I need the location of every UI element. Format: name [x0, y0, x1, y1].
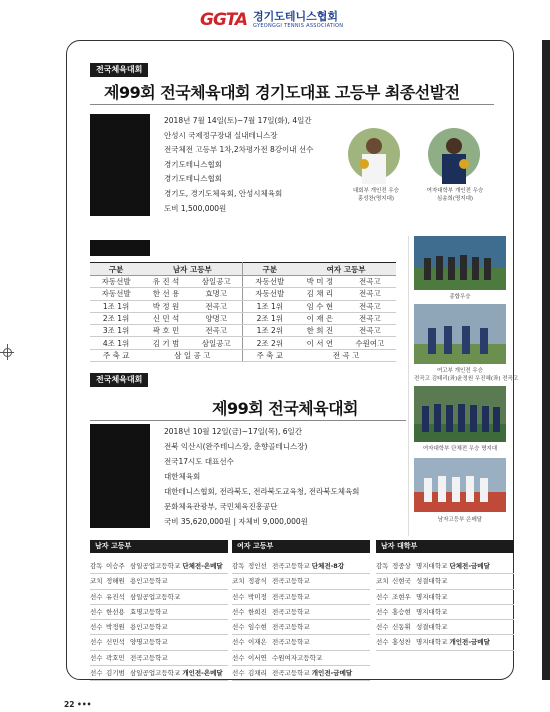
roster-name: 이재은	[248, 638, 267, 647]
result-cell: 전곡고	[344, 312, 396, 324]
selection-results-table	[90, 262, 396, 362]
roster-role: 감독	[90, 562, 103, 570]
caption-girls-individual: 여고부 개인전 우승 전곡고 김태리(좌)윤정원 우진혜(좌) 전곡고	[414, 368, 519, 382]
section-title-2: 제99회 전국체육대회	[212, 399, 358, 418]
roster-row	[90, 666, 228, 681]
result-cell: 삼 일 공 고	[142, 349, 243, 361]
roster-row	[90, 574, 228, 589]
crop-mark-circle	[3, 348, 12, 357]
result-cell: 신 민 석	[142, 312, 190, 324]
roster-role: 코치	[232, 577, 245, 586]
portrait-photo-men	[348, 124, 400, 184]
result-cell: 주 축 교	[243, 349, 296, 361]
roster-row	[232, 605, 370, 620]
result-cell: 자동선발	[243, 276, 296, 288]
info-key-column	[90, 114, 150, 216]
info2-dates: 2018년 10월 12일(금)~17일(목), 6일간	[164, 427, 302, 436]
roster-school: 전곡고등학교	[130, 653, 168, 662]
roster-role: 선수	[376, 592, 389, 601]
result-cell: 양명고	[190, 312, 243, 324]
photo-boys-silver	[414, 458, 506, 512]
portrait-caption-women: 여자대학부 개인전 우승 심송희(명지대)	[426, 188, 484, 202]
info-host: 경기도테니스협회	[164, 159, 222, 169]
roster-row	[90, 605, 228, 620]
roster-school: 명지대학교	[416, 638, 448, 647]
roster-role: 코치	[376, 577, 389, 586]
title-rule-2	[90, 420, 406, 421]
association-logo	[200, 6, 343, 34]
roster-role: 선수	[232, 638, 245, 647]
page-number: 22 •••	[64, 700, 92, 709]
result-cell: 이 서 연	[296, 337, 344, 349]
roster-school: 수원여자고등학교	[272, 653, 323, 662]
roster-name: 조현우	[392, 592, 411, 601]
result-cell: 임 수 현	[296, 300, 344, 312]
info-budget: 도비 1,500,000원	[164, 203, 227, 213]
result-row	[90, 312, 396, 324]
result-cell: 박 정 원	[142, 300, 190, 312]
result-cell: 효명고	[190, 288, 243, 300]
result-cell: 전곡고	[190, 300, 243, 312]
result-cell: 박 미 정	[296, 276, 344, 288]
roster-school: 명지대학교	[416, 607, 448, 616]
col-division: 구분	[90, 263, 142, 276]
roster-result: 개인전-은메달	[182, 669, 223, 678]
info-venue: 안성시 국제정구장내 실내테니스장	[164, 130, 278, 140]
result-cell: 수원여고	[344, 337, 396, 349]
roster-school: 삼일공업고등학교	[130, 562, 181, 570]
roster-name: 정해원	[106, 577, 125, 586]
roster-school: 명지대학교	[416, 562, 448, 570]
roster-name: 이승주	[106, 562, 125, 570]
logo-name-en: GYEONGGI TENNIS ASSOCIATION	[253, 23, 344, 29]
roster-school: 성결대학교	[416, 623, 448, 632]
roster-row	[232, 559, 370, 574]
roster-role: 선수	[90, 623, 103, 632]
result-cell: 유 진 석	[142, 276, 190, 288]
roster-name: 정광식	[248, 577, 267, 586]
roster-school: 성결대학교	[416, 577, 448, 586]
roster-role: 선수	[90, 607, 103, 616]
result-cell: 4조 1위	[90, 337, 142, 349]
result-row	[90, 300, 396, 312]
roster-result: 단체전-금메달	[449, 562, 490, 570]
result-cell: 삼일공고	[190, 276, 243, 288]
result-row	[90, 349, 396, 361]
roster-role: 선수	[376, 623, 389, 632]
roster-name: 유진석	[106, 592, 125, 601]
roster-role: 선수	[90, 592, 103, 601]
caption-boys-silver: 남자고등부 은메달	[437, 517, 483, 523]
roster-school: 전곡고등학교	[272, 638, 310, 647]
logo-name-ko: 경기도테니스협회	[253, 10, 339, 23]
result-cell: 전곡고	[190, 325, 243, 337]
result-cell: 자동선발	[90, 276, 142, 288]
roster-row	[90, 590, 228, 605]
team-head-univ: 남자 대학부	[376, 540, 514, 553]
roster-role: 선수	[90, 653, 103, 662]
photo-girls-individual	[414, 304, 506, 364]
roster-school: 전곡고등학교	[272, 607, 310, 616]
roster-name: 신동휘	[392, 623, 411, 632]
roster-role: 선수	[90, 669, 103, 678]
portrait-caption-men: 대회부 개인전 우승 홍성찬(명지대)	[352, 188, 399, 202]
team-men-univ	[376, 540, 514, 651]
result-cell: 1조 1위	[243, 300, 296, 312]
result-row	[90, 337, 396, 349]
roster-row	[376, 620, 514, 635]
roster-name: 이서연	[248, 653, 267, 662]
roster-name: 곽호민	[106, 653, 125, 662]
roster-role: 코치	[90, 577, 103, 586]
roster-role: 선수	[232, 623, 245, 632]
roster-name: 한선용	[106, 607, 125, 616]
roster-role: 선수	[232, 607, 245, 616]
roster-row	[232, 666, 370, 681]
result-cell: 자동선발	[243, 288, 296, 300]
team-girls-hs	[232, 540, 370, 681]
result-cell: 전 곡 고	[296, 349, 396, 361]
roster-role: 선수	[376, 607, 389, 616]
result-cell: 김 채 리	[296, 288, 344, 300]
result-cell: 2조 1위	[90, 312, 142, 324]
col-boys: 남자 고등부	[142, 263, 243, 276]
info2-organizer: 대한테니스협회, 전라북도, 전라북도교육청, 전라북도체육회	[164, 487, 360, 496]
info-dates: 2018년 7월 14일(토)~7월 17일(화), 4일간	[164, 116, 312, 125]
team-head-girls: 여자 고등부	[232, 540, 370, 553]
result-row	[90, 276, 396, 288]
roster-name: 정중상	[392, 562, 411, 570]
roster-name: 홍성찬	[392, 638, 411, 647]
roster-role: 선수	[232, 592, 245, 601]
photo-overall-victory	[414, 236, 506, 290]
result-cell: 곽 호 민	[142, 325, 190, 337]
results-key-box	[90, 240, 150, 256]
roster-row	[376, 605, 514, 620]
roster-name: 정인선	[248, 562, 267, 570]
roster-school: 전곡고등학교	[272, 623, 310, 632]
roster-role: 선수	[376, 638, 389, 647]
result-cell: 삼일공고	[190, 337, 243, 349]
result-cell: 한 희 진	[296, 325, 344, 337]
roster-name: 신현국	[392, 577, 411, 586]
result-cell: 1조 2위	[243, 325, 296, 337]
section-tag: 전국체육대회	[90, 63, 148, 77]
roster-row	[90, 559, 228, 574]
roster-school: 용인고등학교	[130, 577, 168, 586]
roster-row	[376, 590, 514, 605]
result-cell: 전곡고	[344, 325, 396, 337]
roster-row	[376, 574, 514, 589]
roster-result: 개인전-금메달	[311, 669, 353, 678]
result-cell: 주 축 교	[90, 349, 142, 361]
result-cell: 한 선 용	[142, 288, 190, 300]
result-cell: 자동선발	[90, 288, 142, 300]
section-title: 제99회 전국체육대회 경기도대표 고등부 최종선발전	[104, 83, 460, 102]
caption-overall-victory: 종합우승	[449, 294, 471, 300]
info-eligibility: 전국체전 고등부 1차,2차평가전 8강이내 선수	[164, 145, 314, 155]
result-cell: 3조 1위	[90, 325, 142, 337]
portrait-photo-women	[428, 124, 480, 184]
info2-budget: 국비 35,620,000원 | 자체비 9,000,000원	[164, 517, 308, 526]
roster-school: 전곡고등학교	[272, 577, 310, 586]
col-division-2: 구분	[243, 263, 296, 276]
roster-name: 김기범	[106, 669, 125, 678]
info2-participants: 전국17시도 대표선수	[164, 457, 234, 466]
roster-row	[232, 590, 370, 605]
event-info-list-2	[164, 424, 359, 529]
result-cell: 전곡고	[344, 276, 396, 288]
roster-school: 명지대학교	[416, 592, 448, 601]
roster-role: 감독	[232, 562, 245, 570]
roster-row	[90, 651, 228, 666]
info-sponsor: 경기도, 경기도체육회, 안성시체육회	[164, 188, 283, 198]
roster-row	[376, 559, 514, 574]
info2-sponsor: 문화체육관광부, 국민체육진흥공단	[164, 502, 278, 511]
roster-row	[232, 635, 370, 650]
result-cell: 김 기 범	[142, 337, 190, 349]
title-rule	[90, 104, 494, 105]
roster-role: 선수	[90, 638, 103, 647]
roster-result: 단체전-은메달	[182, 562, 223, 570]
photo-univ-team	[414, 386, 506, 442]
result-row	[90, 288, 396, 300]
roster-row	[232, 620, 370, 635]
roster-row	[376, 635, 514, 650]
roster-role: 선수	[232, 653, 245, 662]
roster-row	[90, 620, 228, 635]
roster-row	[90, 635, 228, 650]
roster-school: 전곡고등학교	[272, 669, 310, 678]
roster-school: 전곡고등학교	[272, 592, 310, 601]
info-key-column-2	[90, 424, 150, 528]
roster-school: 삼일공업고등학교	[130, 592, 181, 601]
event-info-list	[164, 114, 313, 216]
info-organizer: 경기도테니스협회	[164, 174, 222, 184]
roster-school: 전곡고등학교	[272, 562, 310, 570]
result-row	[90, 325, 396, 337]
roster-role: 선수	[232, 669, 245, 678]
page-edge-mark	[542, 40, 550, 680]
info2-venue: 전북 익산시(완주테니스장, 춘향골테니스장)	[164, 442, 308, 451]
column-divider	[408, 236, 409, 536]
roster-name: 김채리	[248, 669, 267, 678]
col-girls: 여자 고등부	[296, 263, 396, 276]
roster-school: 삼일공업고등학교	[130, 669, 181, 678]
roster-row	[232, 651, 370, 666]
roster-name: 임수현	[248, 623, 267, 632]
team-head-boys: 남자 고등부	[90, 540, 228, 553]
caption-univ-team: 여자대학부 단체전 우승 명지대	[422, 446, 498, 452]
roster-name: 한희진	[248, 607, 267, 616]
roster-result: 개인전-금메달	[449, 638, 490, 647]
roster-name: 신민석	[106, 638, 125, 647]
result-cell: 전곡고	[344, 288, 396, 300]
info2-host: 대한체육회	[164, 472, 201, 481]
roster-role: 감독	[376, 562, 389, 570]
result-cell: 1조 1위	[90, 300, 142, 312]
roster-school: 용인고등학교	[130, 623, 168, 632]
roster-name: 박정원	[106, 623, 125, 632]
team-boys-hs	[90, 540, 228, 681]
roster-name: 홍승현	[392, 607, 411, 616]
roster-school: 양명고등학교	[130, 638, 168, 647]
section-tag-2: 전국체육대회	[90, 373, 148, 387]
result-cell: 전곡고	[344, 300, 396, 312]
logo-mark: GGTA	[200, 10, 248, 30]
result-cell: 2조 1위	[243, 312, 296, 324]
roster-name: 박미정	[248, 592, 267, 601]
result-cell: 2조 2위	[243, 337, 296, 349]
roster-row	[232, 574, 370, 589]
result-cell: 이 재 은	[296, 312, 344, 324]
roster-result: 단체전-8강	[311, 562, 345, 570]
roster-school: 효명고등학교	[130, 607, 168, 616]
